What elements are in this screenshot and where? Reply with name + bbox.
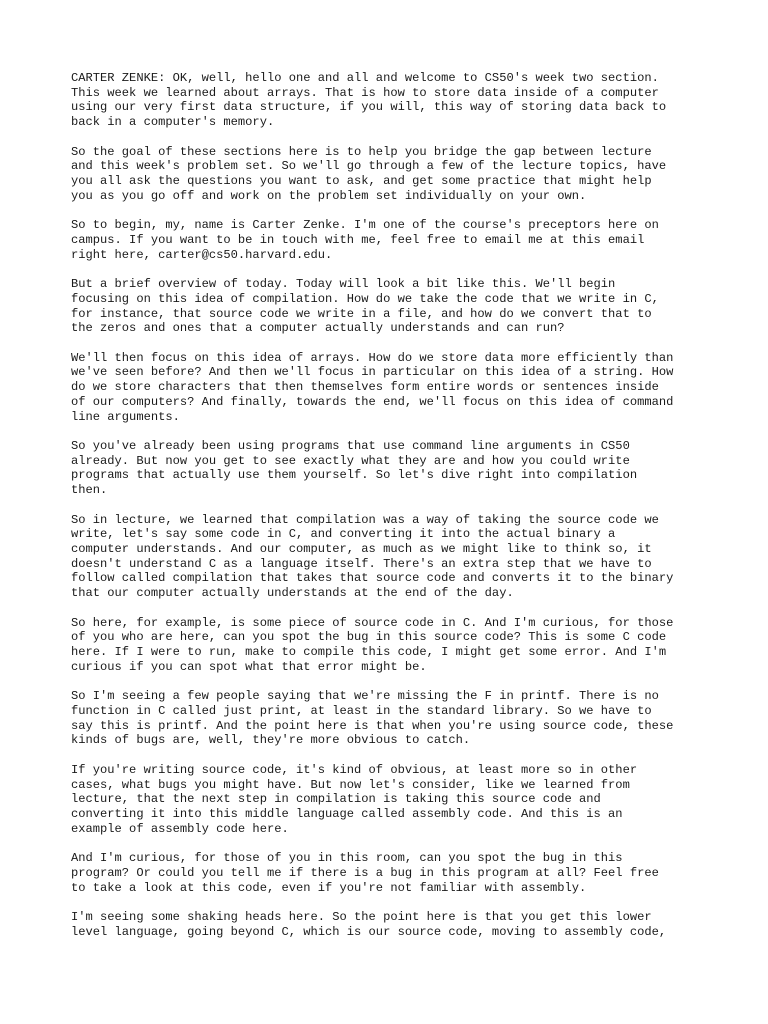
paragraph-12: I'm seeing some shaking heads here. So the point here is that you get this lower level language, going beyond C, which is our source code, moving to assembly code, bbox=[71, 910, 667, 939]
paragraph-4: But a brief overview of today. Today will look a bit like this. We'll begin focusing on this idea of compilation. How do we take the code that we write in C, for instance, that source code we write in a file, and how do we convert that to the zeros and ones that a computer actually understands and can run? bbox=[71, 277, 659, 336]
paragraph-11: And I'm curious, for those of you in this room, can you spot the bug in this program? Or could you tell me if there is a bug in this program at all? Feel free to take a look at this code, even if you're not familiar with assembly. bbox=[71, 851, 659, 895]
paragraph-1: CARTER ZENKE: OK, well, hello one and all and welcome to CS50's week two section. This week we learned about arrays. That is how to store data inside of a computer using our very first data structure, if you will, this way of storing data back to back in a computer's memory. bbox=[71, 71, 667, 130]
paragraph-6: So you've already been using programs that use command line arguments in CS50 already. But now you get to see exactly what they are and how you could write programs that actually use them yourself. So let's dive right into compilation then. bbox=[71, 439, 638, 498]
paragraph-8: So here, for example, is some piece of source code in C. And I'm curious, for those of you who are here, can you spot the bug in this source code? This is some C code here. If I were to run, make to compile this code, I might get some error. And I'm curious if you can spot what that error might be. bbox=[71, 615, 674, 674]
transcript-page bbox=[71, 71, 711, 954]
paragraph-3: So to begin, my, name is Carter Zenke. I'm one of the course's preceptors here on campus. If you want to be in touch with me, feel free to email me at this email right here, carter@cs50.harvard.edu. bbox=[71, 218, 659, 262]
paragraph-7: So in lecture, we learned that compilation was a way of taking the source code we write, let's say some code in C, and converting it into the actual binary a computer understands. And our computer, as much as we might like to think so, it doesn't understand C as a language itself. There's an extra step that we have to follow called compilation that takes that source code and converts it to the binary that our computer actually understands at the end of the day. bbox=[71, 512, 674, 601]
paragraph-2: So the goal of these sections here is to help you bridge the gap between lecture and this week's problem set. So we'll go through a few of the lecture topics, have you all ask the questions you want to ask, and get some practice that might help you as you go off and work on the problem set individually on your own. bbox=[71, 144, 667, 203]
paragraph-10: If you're writing source code, it's kind of obvious, at least more so in other cases, what bugs you might have. But now let's consider, like we learned from lecture, that the next step in compilation is taking this source code and converting it into this middle language called assembly code. And this is an example of assembly code here. bbox=[71, 762, 638, 836]
paragraph-5: We'll then focus on this idea of arrays. How do we store data more efficiently than we've seen before? And then we'll focus in particular on this idea of a string. How do we store characters that then themselves form entire words or sentences inside of our computers? And finally, towards the end, we'll focus on this idea of command line arguments. bbox=[71, 350, 674, 424]
paragraph-9: So I'm seeing a few people saying that we're missing the F in printf. There is no function in C called just print, at least in the standard library. So we have to say this is printf. And the point here is that when you're using source code, these kinds of bugs are, well, they're more obvious to catch. bbox=[71, 689, 674, 748]
